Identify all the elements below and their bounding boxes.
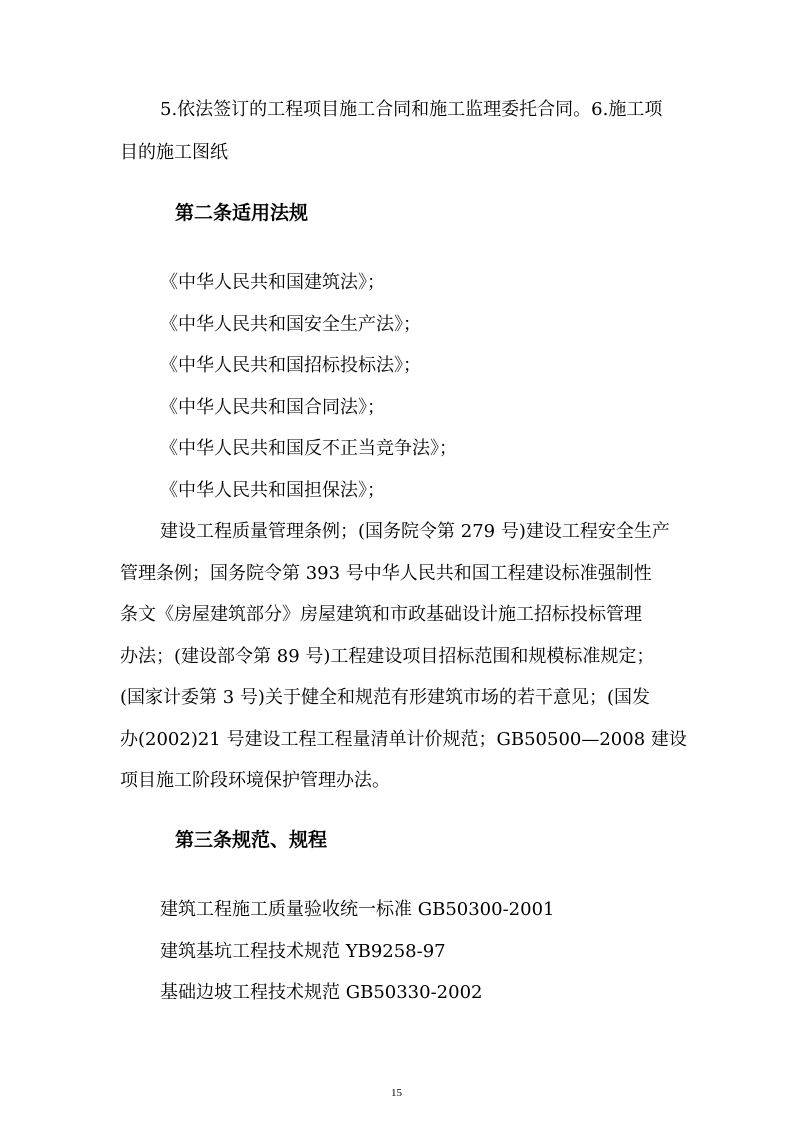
section-2-heading: 第二条适用法规 — [175, 202, 309, 224]
paragraph-line: 条文《房屋建筑部分》房屋建筑和市政基础设计施工招标投标管理 — [120, 604, 642, 625]
law-item: 《中华人民共和国反不正当竞争法》； — [160, 438, 457, 459]
law-item: 《中华人民共和国安全生产法》； — [160, 314, 421, 335]
intro-line-1: 5.依法签订的工程项目施工合同和施工监理委托合同。6.施工项 — [160, 99, 663, 120]
law-item: 《中华人民共和国担保法》； — [160, 480, 385, 501]
law-item: 《中华人民共和国建筑法》； — [160, 272, 385, 293]
paragraph-line: 建设工程质量管理条例；(国务院令第 279 号)建设工程安全生产 — [160, 521, 670, 542]
law-item: 《中华人民共和国合同法》； — [160, 397, 385, 418]
standard-item: 基础边坡工程技术规范 GB50330-2002 — [160, 982, 483, 1003]
intro-line-2: 目的施工图纸 — [120, 142, 228, 163]
paragraph-line: 项目施工阶段环境保护管理办法。 — [120, 770, 390, 791]
standard-item: 建筑工程施工质量验收统一标准 GB50300-2001 — [160, 899, 555, 920]
law-item: 《中华人民共和国招标投标法》； — [160, 355, 421, 376]
page-number: 15 — [391, 1087, 402, 1099]
standard-item: 建筑基坑工程技术规范 YB9258-97 — [160, 941, 446, 962]
paragraph-line: 办法；(建设部令第 89 号)工程建设项目招标范围和规模标准规定； — [120, 646, 655, 667]
paragraph-line: (国家计委第 3 号)关于健全和规范有形建筑市场的若干意见；(国发 — [120, 687, 650, 708]
section-3-heading: 第三条规范、规程 — [175, 829, 328, 851]
paragraph-line: 办(2002)21 号建设工程工程量清单计价规范；GB50500—2008 建设 — [120, 729, 687, 750]
paragraph-line: 管理条例；国务院令第 393 号中华人民共和国工程建设标准强制性 — [120, 563, 652, 584]
